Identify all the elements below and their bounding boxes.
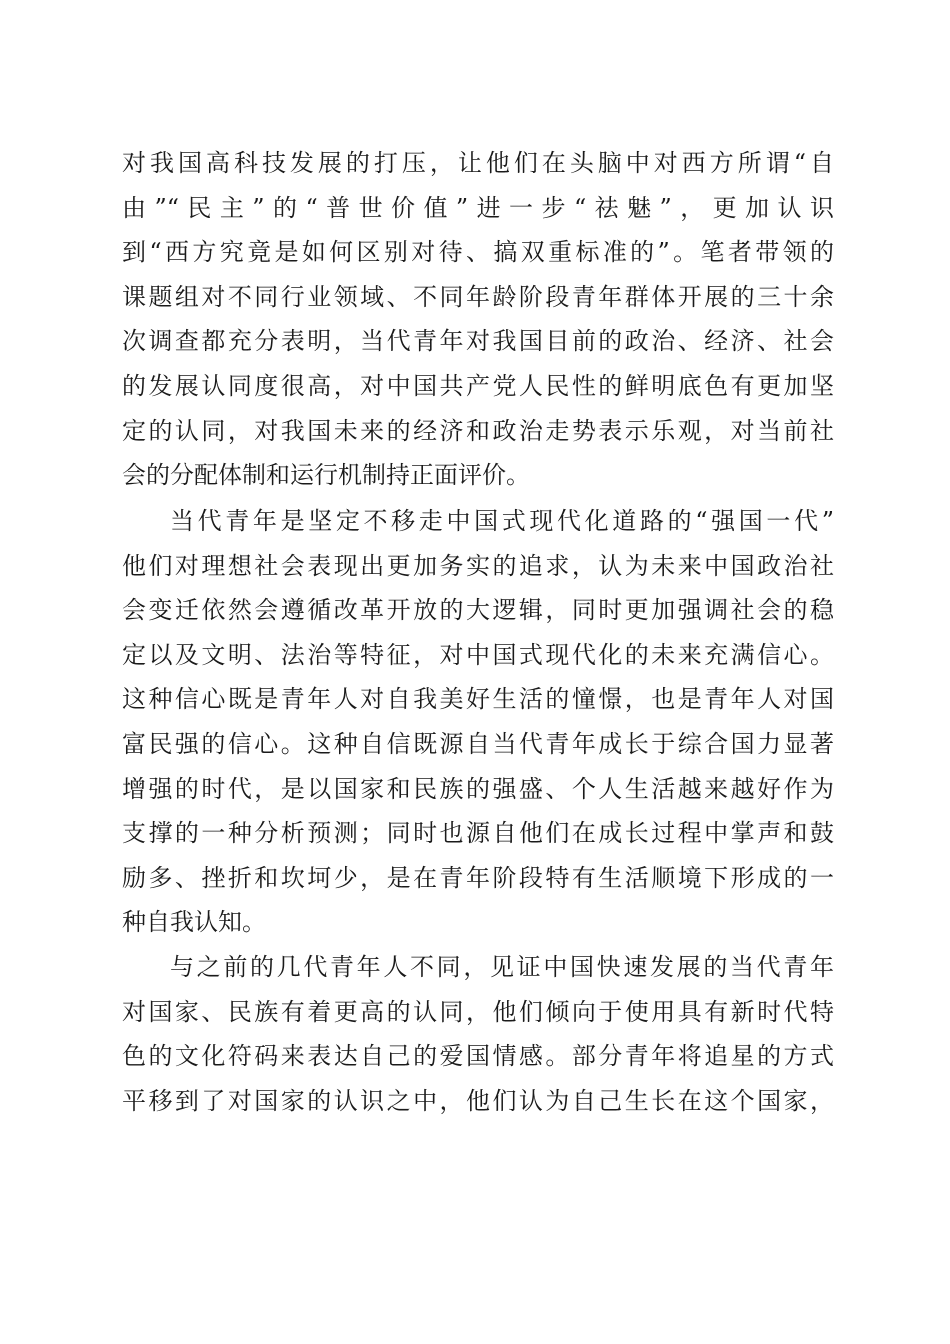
- text-line: 励多、挫折和坎坷少，是在青年阶段特有生活顺境下形成的一: [122, 863, 834, 892]
- text-line: 他们对理想社会表现出更加务实的追求，认为未来中国政治社: [122, 551, 834, 580]
- text-line: 会的分配体制和运行机制持正面评价。: [122, 461, 530, 490]
- text-line: 次调查都充分表明，当代青年对我国目前的政治、经济、社会: [122, 327, 834, 356]
- text-line: 色的文化符码来表达自己的爱国情感。部分青年将追星的方式: [122, 1042, 834, 1071]
- text-line: 与之前的几代青年人不同，见证中国快速发展的当代青年: [170, 953, 834, 981]
- text-line: 定的认同，对我国未来的经济和政治走势表示乐观，对当前社: [122, 416, 834, 445]
- text-line: 定以及文明、法治等特征，对中国式现代化的未来充满信心。: [122, 640, 834, 669]
- text-line: 到“西方究竟是如何区别对待、搞双重标准的”。笔者带领的: [122, 238, 834, 267]
- paragraph-2: [122, 502, 834, 948]
- text-line: 课题组对不同行业领域、不同年龄阶段青年群体开展的三十余: [122, 282, 834, 311]
- text-line: 的发展认同度很高，对中国共产党人民性的鲜明底色有更加坚: [122, 371, 834, 400]
- text-line: 这种信心既是青年人对自我美好生活的憧憬，也是青年人对国: [122, 685, 834, 714]
- text-line: 对国家、民族有着更高的认同，他们倾向于使用具有新时代特: [122, 997, 834, 1026]
- text-line: 由”“民主”的“普世价值”进一步“祛魅”，更加认识: [122, 193, 834, 222]
- text-line: 增强的时代，是以国家和民族的强盛、个人生活越来越好作为: [122, 774, 834, 803]
- text-line: 平移到了对国家的认识之中，他们认为自己生长在这个国家，: [122, 1086, 834, 1115]
- paragraph-3: [122, 948, 834, 1126]
- text-line: 种自我认知。: [122, 908, 266, 937]
- text-line: 会变迁依然会遵循改革开放的大逻辑，同时更加强调社会的稳: [122, 596, 834, 625]
- paragraph-1: [122, 144, 834, 501]
- text-line: 当代青年是坚定不移走中国式现代化道路的“强国一代”: [170, 507, 834, 535]
- text-line: 支撑的一种分析预测；同时也源自他们在成长过程中掌声和鼓: [122, 819, 834, 848]
- text-line: 对我国高科技发展的打压，让他们在头脑中对西方所谓“自: [122, 149, 834, 177]
- text-line: 富民强的信心。这种自信既源自当代青年成长于综合国力显著: [122, 729, 834, 758]
